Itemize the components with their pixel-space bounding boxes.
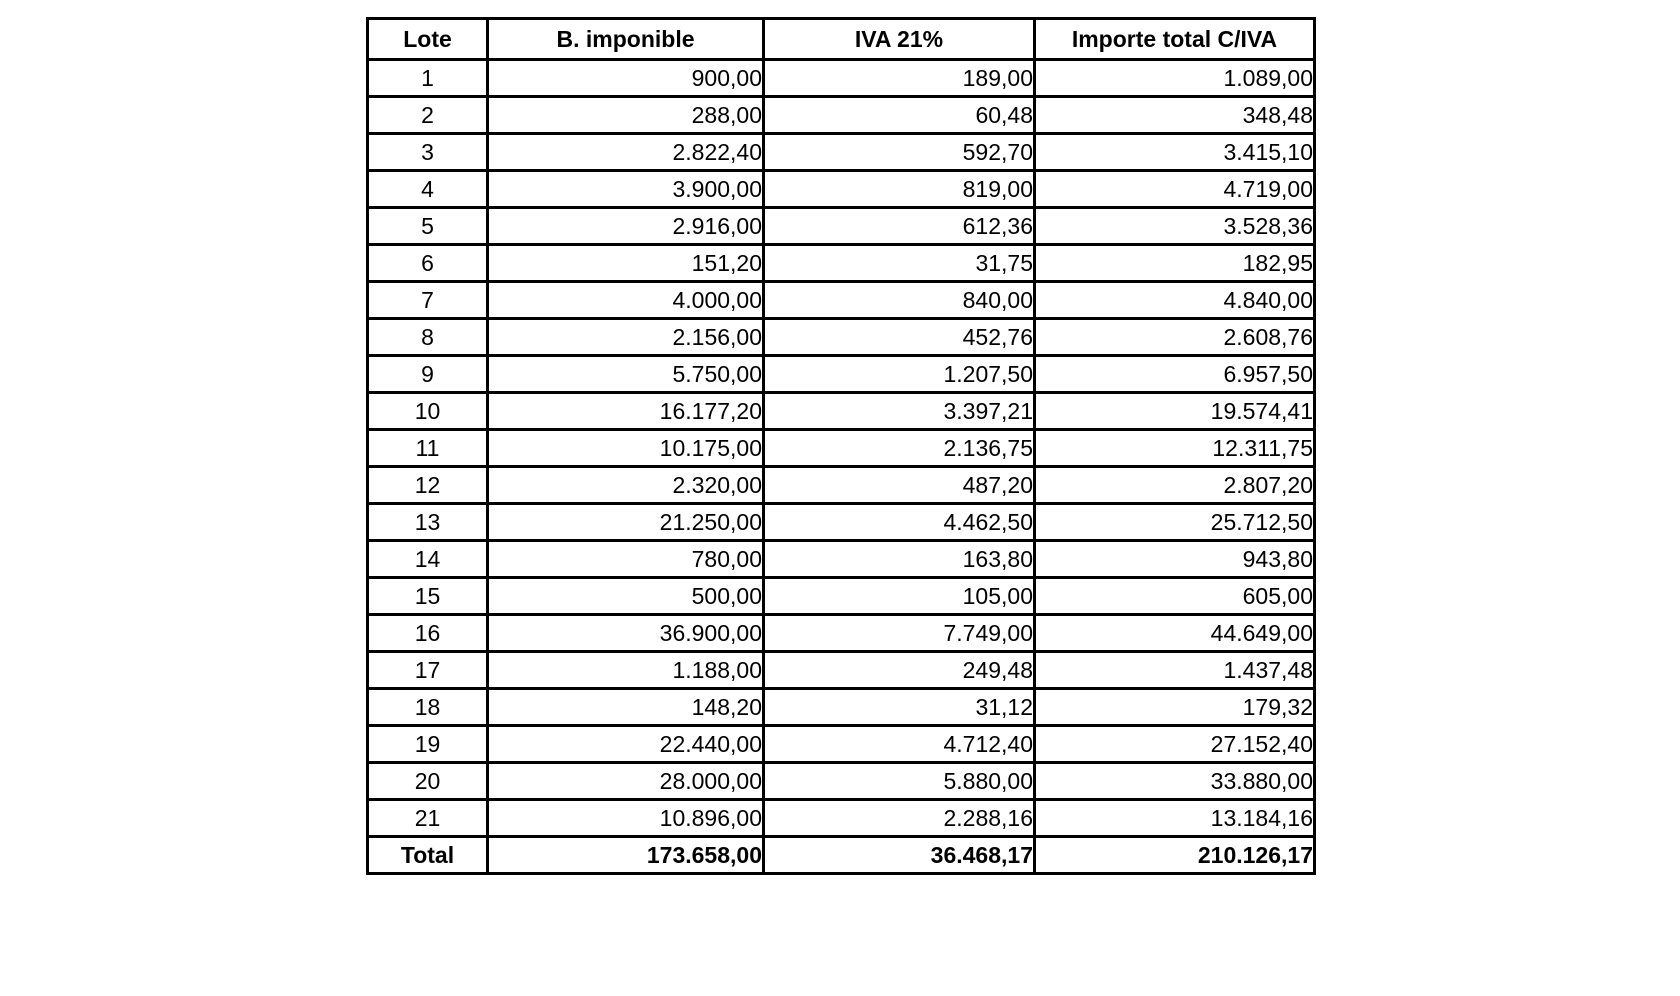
- cell-iva: 840,00: [764, 282, 1035, 319]
- cell-iva: 189,00: [764, 60, 1035, 97]
- cell-iva: 592,70: [764, 134, 1035, 171]
- cell-base-imponible: 21.250,00: [488, 504, 764, 541]
- header-importe-total: Importe total C/IVA: [1035, 19, 1315, 60]
- cell-importe-total: 13.184,16: [1035, 800, 1315, 837]
- cell-iva: 3.397,21: [764, 393, 1035, 430]
- table-row: [368, 800, 1315, 837]
- cell-iva: 31,12: [764, 689, 1035, 726]
- iva-lotes-table: [366, 17, 1316, 875]
- cell-importe-total: 44.649,00: [1035, 615, 1315, 652]
- cell-base-imponible: 10.175,00: [488, 430, 764, 467]
- table-row: [368, 134, 1315, 171]
- cell-iva: 7.749,00: [764, 615, 1035, 652]
- cell-iva: 2.136,75: [764, 430, 1035, 467]
- cell-importe-total: 3.528,36: [1035, 208, 1315, 245]
- cell-base-imponible: 10.896,00: [488, 800, 764, 837]
- cell-base-imponible: 2.916,00: [488, 208, 764, 245]
- cell-base-imponible: 2.320,00: [488, 467, 764, 504]
- cell-base-imponible: 4.000,00: [488, 282, 764, 319]
- cell-lote: 21: [368, 800, 488, 837]
- cell-base-imponible: 148,20: [488, 689, 764, 726]
- cell-importe-total: 3.415,10: [1035, 134, 1315, 171]
- cell-iva: 452,76: [764, 319, 1035, 356]
- cell-lote: 19: [368, 726, 488, 763]
- table-row: [368, 578, 1315, 615]
- cell-iva: 4.712,40: [764, 726, 1035, 763]
- table-row: [368, 245, 1315, 282]
- cell-importe-total: 943,80: [1035, 541, 1315, 578]
- cell-importe-total: 182,95: [1035, 245, 1315, 282]
- cell-importe-total: 33.880,00: [1035, 763, 1315, 800]
- table-total-row: [368, 837, 1315, 874]
- cell-lote: 5: [368, 208, 488, 245]
- table-row: [368, 393, 1315, 430]
- table-row: [368, 319, 1315, 356]
- cell-lote: 13: [368, 504, 488, 541]
- cell-importe-total: 1.089,00: [1035, 60, 1315, 97]
- table-row: [368, 726, 1315, 763]
- cell-importe-total: 605,00: [1035, 578, 1315, 615]
- total-label: Total: [368, 837, 488, 874]
- cell-iva: 612,36: [764, 208, 1035, 245]
- cell-base-imponible: 151,20: [488, 245, 764, 282]
- table-row: [368, 763, 1315, 800]
- cell-lote: 18: [368, 689, 488, 726]
- cell-lote: 9: [368, 356, 488, 393]
- cell-importe-total: 25.712,50: [1035, 504, 1315, 541]
- cell-importe-total: 12.311,75: [1035, 430, 1315, 467]
- cell-lote: 8: [368, 319, 488, 356]
- cell-lote: 15: [368, 578, 488, 615]
- cell-base-imponible: 5.750,00: [488, 356, 764, 393]
- cell-importe-total: 2.807,20: [1035, 467, 1315, 504]
- cell-lote: 1: [368, 60, 488, 97]
- cell-iva: 249,48: [764, 652, 1035, 689]
- cell-importe-total: 2.608,76: [1035, 319, 1315, 356]
- cell-base-imponible: 16.177,20: [488, 393, 764, 430]
- cell-iva: 31,75: [764, 245, 1035, 282]
- header-base-imponible: B. imponible: [488, 19, 764, 60]
- total-base-imponible: 173.658,00: [488, 837, 764, 874]
- total-importe: 210.126,17: [1035, 837, 1315, 874]
- table-body: [368, 60, 1315, 837]
- cell-lote: 17: [368, 652, 488, 689]
- cell-base-imponible: 22.440,00: [488, 726, 764, 763]
- table-row: [368, 282, 1315, 319]
- table-row: [368, 504, 1315, 541]
- header-iva: IVA 21%: [764, 19, 1035, 60]
- cell-lote: 20: [368, 763, 488, 800]
- cell-iva: 105,00: [764, 578, 1035, 615]
- cell-importe-total: 1.437,48: [1035, 652, 1315, 689]
- cell-base-imponible: 780,00: [488, 541, 764, 578]
- table-header-row: [368, 19, 1315, 60]
- cell-lote: 3: [368, 134, 488, 171]
- cell-lote: 14: [368, 541, 488, 578]
- cell-iva: 2.288,16: [764, 800, 1035, 837]
- table-row: [368, 652, 1315, 689]
- table-row: [368, 171, 1315, 208]
- cell-lote: 16: [368, 615, 488, 652]
- total-iva: 36.468,17: [764, 837, 1035, 874]
- table-row: [368, 356, 1315, 393]
- cell-importe-total: 27.152,40: [1035, 726, 1315, 763]
- cell-iva: 163,80: [764, 541, 1035, 578]
- cell-base-imponible: 500,00: [488, 578, 764, 615]
- cell-lote: 11: [368, 430, 488, 467]
- cell-base-imponible: 2.822,40: [488, 134, 764, 171]
- cell-base-imponible: 1.188,00: [488, 652, 764, 689]
- cell-base-imponible: 900,00: [488, 60, 764, 97]
- cell-lote: 10: [368, 393, 488, 430]
- cell-base-imponible: 288,00: [488, 97, 764, 134]
- table-row: [368, 430, 1315, 467]
- cell-lote: 6: [368, 245, 488, 282]
- cell-importe-total: 4.719,00: [1035, 171, 1315, 208]
- table-row: [368, 689, 1315, 726]
- cell-importe-total: 6.957,50: [1035, 356, 1315, 393]
- table-row: [368, 208, 1315, 245]
- header-lote: Lote: [368, 19, 488, 60]
- table-row: [368, 60, 1315, 97]
- cell-importe-total: 4.840,00: [1035, 282, 1315, 319]
- cell-iva: 819,00: [764, 171, 1035, 208]
- table-row: [368, 541, 1315, 578]
- cell-iva: 1.207,50: [764, 356, 1035, 393]
- cell-iva: 5.880,00: [764, 763, 1035, 800]
- cell-lote: 12: [368, 467, 488, 504]
- table-row: [368, 615, 1315, 652]
- cell-lote: 2: [368, 97, 488, 134]
- cell-iva: 60,48: [764, 97, 1035, 134]
- cell-iva: 487,20: [764, 467, 1035, 504]
- cell-lote: 4: [368, 171, 488, 208]
- cell-importe-total: 348,48: [1035, 97, 1315, 134]
- cell-base-imponible: 36.900,00: [488, 615, 764, 652]
- cell-importe-total: 179,32: [1035, 689, 1315, 726]
- table-row: [368, 467, 1315, 504]
- cell-importe-total: 19.574,41: [1035, 393, 1315, 430]
- cell-lote: 7: [368, 282, 488, 319]
- cell-base-imponible: 2.156,00: [488, 319, 764, 356]
- table-row: [368, 97, 1315, 134]
- cell-base-imponible: 3.900,00: [488, 171, 764, 208]
- cell-iva: 4.462,50: [764, 504, 1035, 541]
- cell-base-imponible: 28.000,00: [488, 763, 764, 800]
